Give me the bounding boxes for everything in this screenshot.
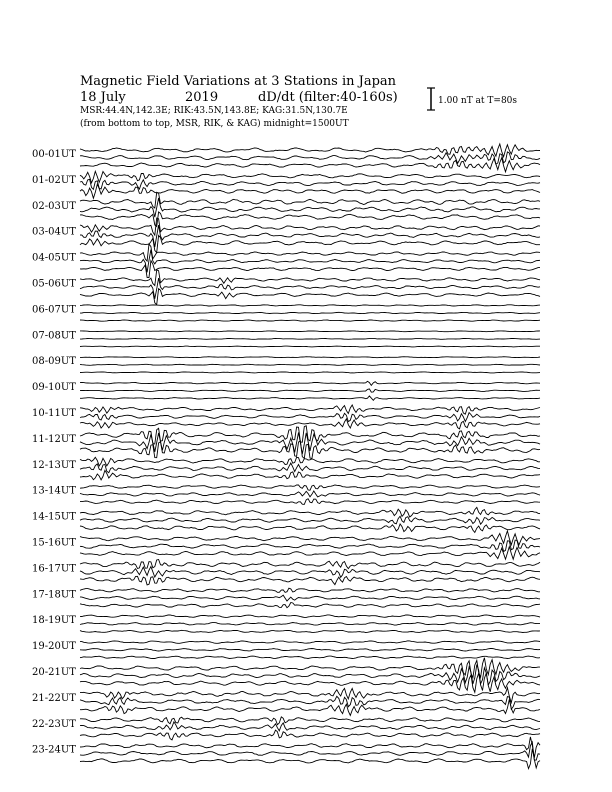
- trace-msr-02-03ut: [80, 212, 540, 227]
- trace-msr-00-01ut: [80, 158, 540, 172]
- hour-label: 18-19UT: [32, 615, 76, 627]
- hour-label: 10-11UT: [32, 408, 76, 419]
- hour-label: 04-05UT: [32, 252, 76, 264]
- trace-kag-15-16ut: [80, 531, 540, 545]
- hour-label: 15-16UT: [32, 537, 76, 549]
- hour-label: 11-12UT: [32, 433, 76, 445]
- hour-label: 06-07UT: [32, 304, 76, 316]
- trace-msr-22-23ut: [80, 730, 540, 740]
- trace-rik-09-10ut: [80, 389, 540, 392]
- trace-msr-04-05ut: [80, 261, 540, 278]
- trace-msr-17-18ut: [80, 603, 540, 608]
- trace-rik-12-13ut: [80, 463, 540, 473]
- trace-kag-06-07ut: [80, 305, 540, 306]
- trace-rik-19-20ut: [80, 649, 540, 652]
- trace-rik-02-03ut: [80, 198, 540, 217]
- hour-label: 14-15UT: [32, 511, 76, 523]
- trace-msr-10-11ut: [80, 419, 540, 429]
- trace-msr-18-19ut: [80, 630, 540, 632]
- hour-label: 02-03UT: [32, 200, 76, 212]
- trace-rik-08-09ut: [80, 364, 540, 365]
- hour-label: 23-24UT: [32, 744, 76, 756]
- trace-kag-18-19ut: [80, 615, 540, 618]
- trace-rik-18-19ut: [80, 623, 540, 626]
- trace-kag-07-08ut: [80, 331, 540, 332]
- trace-kag-17-18ut: [80, 588, 540, 592]
- trace-kag-00-01ut: [80, 144, 540, 157]
- hour-label: 16-17UT: [32, 563, 76, 575]
- trace-kag-10-11ut: [80, 405, 540, 414]
- hour-label: 00-01UT: [32, 149, 76, 160]
- trace-kag-02-03ut: [80, 192, 540, 208]
- chart-title: Magnetic Field Variations at 3 Stations in Japan: [80, 74, 397, 89]
- scale-bar-label: 1.00 nT at T=80s: [438, 96, 518, 106]
- chart-date: 18 July: [80, 90, 126, 105]
- chart-stations: MSR:44.4N,142.3E; RIK:43.5N,143.8E; KAG:31.5N,130.7E: [80, 106, 348, 116]
- trace-msr-06-07ut: [80, 320, 540, 321]
- trace-msr-16-17ut: [80, 576, 540, 585]
- trace-kag-14-15ut: [80, 507, 540, 517]
- hour-label: 07-08UT: [32, 330, 76, 342]
- trace-rik-07-08ut: [80, 339, 540, 340]
- trace-rik-17-18ut: [80, 595, 540, 601]
- trace-kag-23-24ut: [80, 737, 540, 758]
- trace-rik-00-01ut: [80, 152, 540, 164]
- trace-rik-14-15ut: [80, 516, 540, 524]
- hour-label: 12-13UT: [32, 459, 76, 471]
- trace-msr-01-02ut: [80, 184, 540, 198]
- trace-kag-19-20ut: [80, 641, 540, 644]
- hour-label: 17-18UT: [32, 589, 76, 601]
- trace-rik-06-07ut: [80, 312, 540, 313]
- trace-msr-19-20ut: [80, 656, 540, 658]
- hour-label: 13-14UT: [32, 485, 76, 497]
- trace-msr-05-06ut: [80, 289, 540, 305]
- scale-bar: [427, 88, 435, 110]
- chart-order-note: (from bottom to top, MSR, RIK, & KAG) midnight=1500UT: [80, 119, 349, 129]
- hour-label: 01-02UT: [32, 174, 76, 186]
- trace-rik-15-16ut: [80, 540, 540, 551]
- trace-kag-12-13ut: [80, 457, 540, 466]
- hour-label: 03-04UT: [32, 226, 76, 238]
- trace-msr-07-08ut: [80, 346, 540, 347]
- trace-msr-09-10ut: [80, 396, 540, 400]
- trace-rik-10-11ut: [80, 413, 540, 422]
- chart-year: 2019: [185, 90, 219, 105]
- hour-label: 21-22UT: [32, 692, 76, 704]
- trace-kag-21-22ut: [80, 688, 540, 703]
- trace-msr-15-16ut: [80, 547, 540, 560]
- trace-rik-16-17ut: [80, 567, 540, 578]
- trace-msr-14-15ut: [80, 524, 540, 532]
- trace-rik-13-14ut: [80, 491, 540, 497]
- hour-label: 09-10UT: [32, 382, 76, 394]
- trace-kag-01-02ut: [80, 171, 540, 183]
- trace-rik-11-12ut: [80, 432, 540, 454]
- trace-rik-01-02ut: [80, 179, 540, 189]
- trace-kag-03-04ut: [80, 218, 540, 235]
- trace-kag-13-14ut: [80, 485, 540, 490]
- trace-kag-22-23ut: [80, 717, 540, 725]
- trace-msr-08-09ut: [80, 372, 540, 373]
- trace-msr-12-13ut: [80, 470, 540, 480]
- chart-quantity: dD/dt (filter:40-160s): [258, 90, 398, 105]
- hour-label: 19-20UT: [32, 641, 76, 653]
- trace-msr-20-21ut: [80, 673, 540, 692]
- hour-label: 20-21UT: [32, 667, 76, 678]
- trace-rik-22-23ut: [80, 722, 540, 731]
- trace-kag-16-17ut: [80, 560, 540, 569]
- trace-kag-09-10ut: [80, 381, 540, 385]
- hour-label: 08-09UT: [32, 356, 76, 368]
- hour-label: 22-23UT: [32, 718, 76, 730]
- chart-header: [80, 74, 517, 129]
- trace-kag-08-09ut: [80, 357, 540, 358]
- trace-msr-13-14ut: [80, 499, 540, 505]
- hour-rows: [32, 144, 540, 769]
- hour-label: 05-06UT: [32, 278, 76, 290]
